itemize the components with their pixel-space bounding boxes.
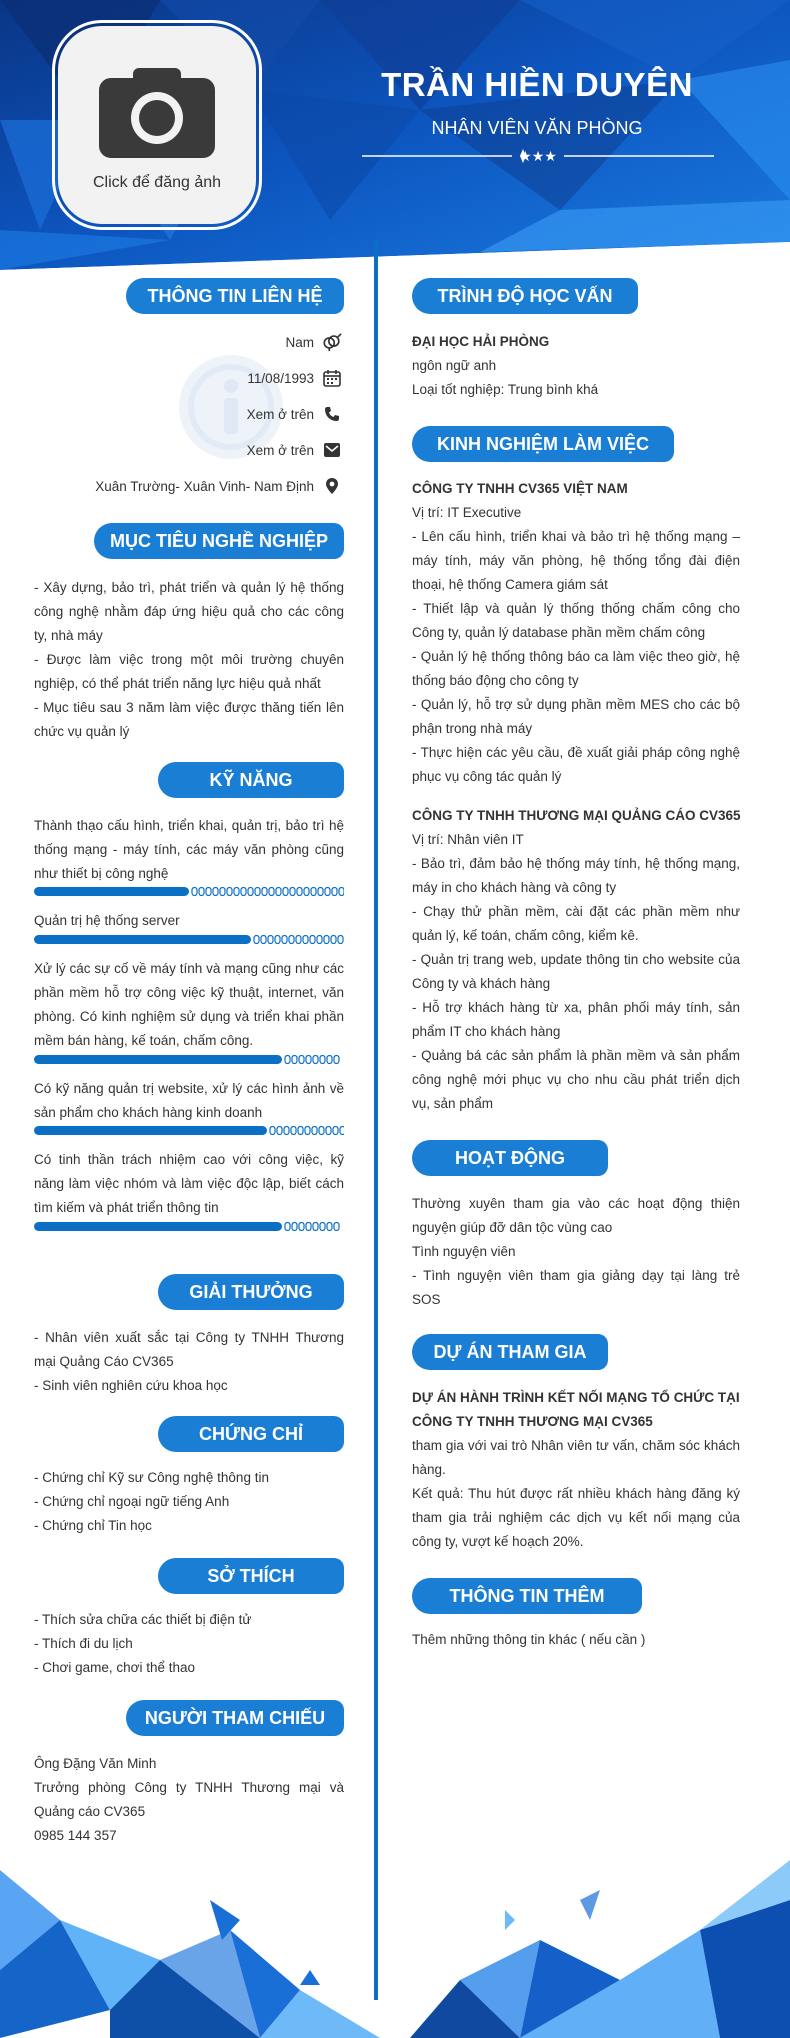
- camera-icon: [99, 66, 215, 158]
- skill-bar-dot: [298, 1127, 303, 1135]
- skill-bar-dot: [299, 1223, 304, 1231]
- skill-bar-dot: [262, 888, 267, 896]
- certificate-line: - Chứng chỉ Tin học: [34, 1518, 152, 1533]
- map-pin-icon: [322, 476, 342, 496]
- skill-bar-dot: [282, 936, 287, 944]
- certificate-line: - Chứng chỉ ngoại ngữ tiếng Anh: [34, 1494, 230, 1509]
- skill-bar-dot: [310, 936, 315, 944]
- skill-bar-dot: [331, 936, 336, 944]
- job-duty: - Hỗ trợ khách hàng từ xa, phân phối máy tính, sản phẩm IT cho khách hàng: [412, 1000, 740, 1039]
- center-divider: [374, 240, 378, 2000]
- section-hobbies-heading: SỞ THÍCH: [158, 1558, 344, 1594]
- calendar-icon: [322, 368, 342, 388]
- additional-info: Thêm những thông tin khác ( nếu cần ): [412, 1632, 646, 1647]
- skill-bar-dot: [248, 888, 253, 896]
- skill-bar-fill: [34, 1055, 282, 1064]
- skill-bar-dot: [199, 888, 204, 896]
- section-skills-heading: KỸ NĂNG: [158, 762, 344, 798]
- job-duty: - Quảng bá các sản phẩm là phần mềm và sản phẩm công nghệ mới phục vụ cho nhu cầu phát triển dịch vụ, sản phẩm: [412, 1048, 740, 1111]
- job-duty: - Quản lý hệ thống thông báo ca làm việc theo giờ, hệ thống báo động cho công ty: [412, 649, 740, 688]
- skill-bar-dot: [192, 888, 197, 896]
- job-duty: - Chạy thử phần mềm, cài đặt các phần mềm như quản lý, kế toán, chấm công, kiểm kê.: [412, 904, 740, 943]
- skill-bar-dot: [325, 888, 330, 896]
- phone-icon: [322, 404, 342, 424]
- contact-email: Xem ở trên: [247, 438, 342, 462]
- skill-bar-fill: [34, 935, 251, 944]
- skill-bar-dot: [297, 888, 302, 896]
- skill-text: Thành thạo cấu hình, triển khai, quản trị, bảo trì hệ thống mạng - máy tính, các máy văn phòng cũng như thiết bị công nghệ: [34, 818, 344, 881]
- skill-bar-dot: [304, 888, 309, 896]
- skill-bar-dot: [334, 1223, 339, 1231]
- footer-decoration: [0, 1860, 790, 2038]
- skill-bar-dot: [261, 936, 266, 944]
- hobby-line: - Thích sửa chữa các thiết bị điện tử: [34, 1612, 252, 1627]
- job-company: CÔNG TY TNHH THƯƠNG MẠI QUẢNG CÁO CV365: [412, 808, 741, 823]
- skill-bar-dot: [220, 888, 225, 896]
- skill-bar-dot: [326, 1127, 331, 1135]
- skill-bar-dot: [327, 1056, 332, 1064]
- skill-bar-dot: [284, 1127, 289, 1135]
- section-experience-heading: KINH NGHIỆM LÀM VIỆC: [412, 426, 674, 462]
- skill-text: Quản trị hệ thống server: [34, 913, 180, 928]
- skill-bar-dot: [234, 888, 239, 896]
- skill-bar-dot: [227, 888, 232, 896]
- certificate-line: - Chứng chỉ Kỹ sư Công nghệ thông tin: [34, 1470, 269, 1485]
- activity-line: Tình nguyện viên: [412, 1244, 516, 1259]
- job-duty: - Bảo trì, đảm bảo hệ thống máy tính, hệ thống mạng, máy in cho khách hàng và công ty: [412, 856, 740, 895]
- objective-line: - Mục tiêu sau 3 năm làm việc được thăng tiến lên chức vụ quản lý: [34, 700, 344, 739]
- project-title: DỰ ÁN HÀNH TRÌNH KẾT NỐI MẠNG TỔ CHỨC TẠI CÔNG TY TNHH THƯƠNG MẠI CV365: [412, 1390, 740, 1429]
- section-awards-heading: GIẢI THƯỞNG: [158, 1274, 344, 1310]
- skill-bar-dot: [268, 936, 273, 944]
- objective-line: - Được làm việc trong một môi trường chuyên nghiệp, có thể phát triển năng lực hiệu quả nhất: [34, 652, 344, 691]
- skill-bar: [34, 1222, 344, 1231]
- skill-bar-dot: [276, 888, 281, 896]
- skill-bar-dot: [332, 888, 337, 896]
- skill-bar-dot: [303, 936, 308, 944]
- job-duty: - Quản lý, hỗ trợ sử dụng phần mềm MES cho các bộ phận trong nhà máy: [412, 697, 740, 736]
- reference-name: Ông Đặng Văn Minh: [34, 1756, 157, 1771]
- skill-bar-dot: [311, 888, 316, 896]
- skill-bar-dot: [269, 888, 274, 896]
- objective-line: - Xây dựng, bảo trì, phát triển và quản lý hệ thống công nghệ nhằm đáp ứng hiệu quả cho các công ty, nhà máy: [34, 580, 344, 643]
- svg-text:★★★: ★★★: [519, 149, 557, 165]
- title-divider: [362, 146, 714, 166]
- skill-bar-dot: [275, 936, 280, 944]
- skill-bar-dot: [290, 888, 295, 896]
- skill-bar-dot: [327, 1223, 332, 1231]
- photo-upload[interactable]: [58, 26, 256, 224]
- education-grade: Loại tốt nghiệp: Trung bình khá: [412, 382, 599, 397]
- envelope-icon: [322, 440, 342, 460]
- skill-text: Có kỹ năng quản trị website, xử lý các hình ảnh về sản phẩm cho khách hàng kinh doanh: [34, 1081, 344, 1120]
- education-major: ngôn ngữ anh: [412, 358, 497, 373]
- contact-birthday: 11/08/1993: [247, 366, 342, 390]
- skill-bar-dot: [333, 1127, 338, 1135]
- section-certificates-heading: CHỨNG CHỈ: [158, 1416, 344, 1452]
- activity-line: - Tình nguyện viên tham gia giảng dạy tại làng trẻ SOS: [412, 1268, 740, 1307]
- skill-bar-dot: [306, 1223, 311, 1231]
- job-duty: - Thiết lập và quản lý thống thống chấm công cho Công ty, quản lý database phần mềm chấm công: [412, 601, 740, 640]
- education-school: ĐẠI HỌC HẢI PHÒNG: [412, 334, 550, 349]
- section-contact-heading: THÔNG TIN LIÊN HỆ: [126, 278, 344, 314]
- section-objective-heading: MỤC TIÊU NGHỀ NGHIỆP: [94, 523, 344, 559]
- job-duty: - Lên cấu hình, triển khai và bảo trì hệ thống mạng – máy tính, máy văn phòng, hệ thống tổng đài điện thoại, hệ thống Camera giám sát: [412, 529, 740, 592]
- job-position: Vị trí: IT Executive: [412, 505, 522, 520]
- skill-bar-dot: [296, 936, 301, 944]
- contact-phone: Xem ở trên: [247, 402, 342, 426]
- project-result: Kết quả: Thu hút được rất nhiều khách hàng đăng ký tham gia trải nghiệm các dịch vụ kết nối mạng của công ty, vượt kế hoạch 20%.: [412, 1486, 740, 1549]
- skill-text: Có tinh thần trách nhiệm cao với công việc, kỹ năng làm việc nhóm và làm việc độc lập, biết cách tìm kiếm và phát triển thông tin: [34, 1152, 344, 1215]
- skill-bar-dot: [277, 1127, 282, 1135]
- skill-bar-dot: [313, 1223, 318, 1231]
- skill-bar-dot: [338, 936, 343, 944]
- skill-bar-dot: [206, 888, 211, 896]
- skill-bar-fill: [34, 1126, 267, 1135]
- hobby-line: - Chơi game, chơi thể thao: [34, 1660, 196, 1675]
- contact-gender: Nam: [285, 330, 342, 354]
- photo-caption: Click để đăng ảnh: [92, 174, 222, 191]
- skill-bar-dot: [285, 1056, 290, 1064]
- skill-bar-dot: [241, 888, 246, 896]
- project-role: tham gia với vai trò Nhân viên tư vấn, chăm sóc khách hàng.: [412, 1438, 740, 1477]
- skill-bar-dot: [317, 936, 322, 944]
- skill-bar-dot: [340, 1127, 344, 1135]
- section-additional-heading: THÔNG TIN THÊM: [412, 1578, 642, 1614]
- activity-line: Thường xuyên tham gia vào các hoạt động thiện nguyện giúp đỡ dân tộc vùng cao: [412, 1196, 740, 1235]
- skill-bar: [34, 935, 344, 944]
- section-references-heading: NGƯỜI THAM CHIẾU: [126, 1700, 344, 1736]
- skill-bar-dot: [291, 1127, 296, 1135]
- skill-bar-dot: [320, 1056, 325, 1064]
- hobby-line: - Thích đi du lịch: [34, 1636, 133, 1651]
- section-activities-heading: HOẠT ĐỘNG: [412, 1140, 608, 1176]
- skill-bar: [34, 1126, 344, 1135]
- job-title: NHÂN VIÊN VĂN PHÒNG: [431, 118, 643, 138]
- skill-bar: [34, 887, 344, 896]
- skill-bar-dot: [254, 936, 259, 944]
- skill-bar-dot: [334, 1056, 339, 1064]
- skill-bar-dot: [324, 936, 329, 944]
- job-duty: - Quản trị trang web, update thông tin cho website của Công ty và khách hàng: [412, 952, 740, 991]
- skill-bar-dot: [319, 1127, 324, 1135]
- skill-bar-dot: [292, 1056, 297, 1064]
- skill-bar-dot: [289, 936, 294, 944]
- skill-bar-dot: [292, 1223, 297, 1231]
- skill-bar-dot: [285, 1223, 290, 1231]
- job-company: CÔNG TY TNHH CV365 VIỆT NAM: [412, 481, 628, 496]
- job-duty: - Thực hiện các yêu cầu, đề xuất giải pháp công nghệ phục vụ công tác quản lý: [412, 745, 740, 784]
- section-projects-heading: DỰ ÁN THAM GIA: [412, 1334, 608, 1370]
- skill-bar-dot: [339, 888, 344, 896]
- skill-bar-dot: [318, 888, 323, 896]
- skill-bar-dot: [306, 1056, 311, 1064]
- skill-bar-dot: [320, 1223, 325, 1231]
- gender-icon: [322, 332, 342, 352]
- award-line: - Sinh viên nghiên cứu khoa học: [34, 1378, 228, 1393]
- skill-bar-dot: [305, 1127, 310, 1135]
- candidate-name: TRẦN HIỀN DUYÊN: [381, 66, 693, 103]
- skill-bar-dot: [283, 888, 288, 896]
- skill-bar-dot: [213, 888, 218, 896]
- skill-bar-dot: [299, 1056, 304, 1064]
- header-banner: [0, 0, 790, 270]
- skill-bar-fill: [34, 887, 189, 896]
- skill-bar-fill: [34, 1222, 282, 1231]
- skill-bar-dot: [270, 1127, 275, 1135]
- job-position: Vị trí: Nhân viên IT: [412, 832, 524, 847]
- skill-bar-dot: [312, 1127, 317, 1135]
- skill-text: Xử lý các sự cố về máy tính và mạng cũng như các phần mềm hỗ trợ công việc kỹ thuật, internet, văn phòng. Có kinh nghiệm sử dụng và triển khai phần mềm bán hàng, kế toán, chấm công.: [34, 961, 344, 1048]
- section-education-heading: TRÌNH ĐỘ HỌC VẤN: [412, 278, 638, 314]
- skill-bar-dot: [255, 888, 260, 896]
- reference-phone: 0985 144 357: [34, 1828, 117, 1843]
- skill-bar: [34, 1055, 344, 1064]
- skill-bar-dot: [313, 1056, 318, 1064]
- reference-position: Trưởng phòng Công ty TNHH Thương mại và Quảng cáo CV365: [34, 1780, 344, 1819]
- contact-address: Xuân Trường- Xuân Vinh- Nam Định: [95, 474, 342, 498]
- award-line: - Nhân viên xuất sắc tại Công ty TNHH Thương mại Quảng Cáo CV365: [34, 1330, 344, 1369]
